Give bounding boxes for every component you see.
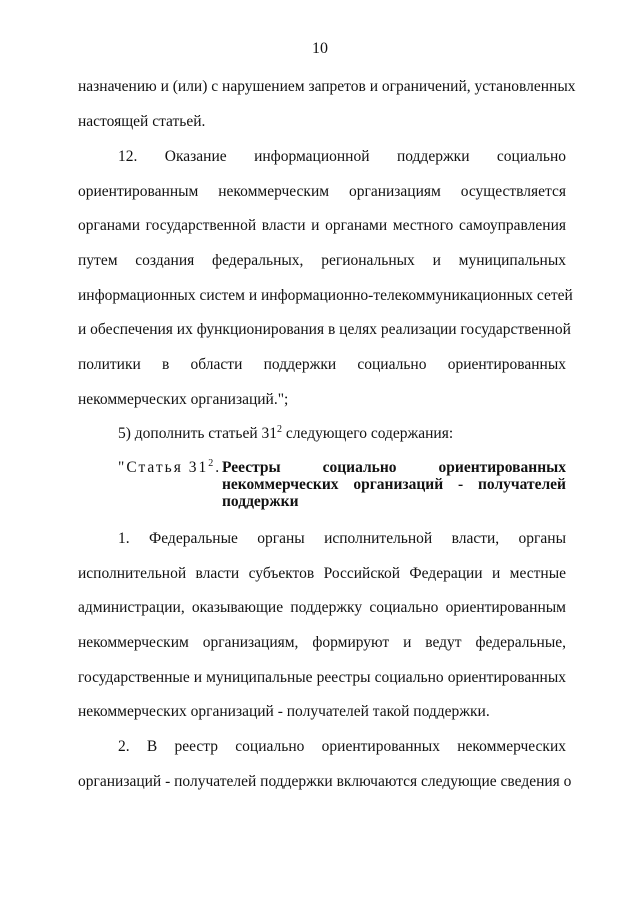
text-line: государственные и муниципальные реестры социально ориентированных — [78, 669, 566, 686]
superscript: 2 — [277, 423, 283, 435]
text-line: 2. В реестр социально ориентированных некоммерческих — [118, 738, 566, 755]
text-line: политики в области поддержки социально ориентированных — [78, 356, 566, 373]
text-line: организаций - получателей поддержки включаются следующие сведения о — [78, 773, 572, 790]
amendment-text: 5) дополнить статьей 31 — [118, 425, 278, 442]
text-line: органами государственной власти и органами местного самоуправления — [78, 217, 566, 234]
superscript: 2 — [208, 457, 216, 469]
text-line: некоммерческим организациям, формируют и ведут федеральные, — [78, 634, 566, 651]
article-title-line: поддержки — [222, 493, 299, 510]
article-label — [118, 458, 221, 478]
page-number: 10 — [312, 40, 328, 57]
text-line: некоммерческих организаций."; — [78, 391, 289, 408]
text-line: путем создания федеральных, региональных и муниципальных — [78, 252, 566, 269]
text-line: информационных систем и информационно-телекоммуникационных сетей — [78, 287, 573, 304]
text-line: администрации, оказывающие поддержку социально ориентированным — [78, 599, 566, 616]
text-line: исполнительной власти субъектов Российской Федерации и местные — [78, 565, 566, 582]
text-line: ориентированным некоммерческим организациям осуществляется — [78, 183, 566, 200]
text-line: некоммерческих организаций - получателей такой поддержки. — [78, 703, 490, 720]
text-line: и обеспечения их функционирования в целях реализации государственной — [78, 321, 571, 338]
article-title-line: некоммерческих организаций - получателей — [222, 476, 566, 493]
text-line: назначению и (или) с нарушением запретов и ограничений, установленных — [78, 78, 576, 95]
article-title-line: Реестры социально ориентированных — [222, 459, 566, 476]
article-label-text: "Статья 31 — [118, 459, 209, 476]
text-line: 12. Оказание информационной поддержки социально — [118, 148, 566, 165]
text-line: настоящей статьей. — [78, 113, 206, 130]
amendment-text: следующего содержания: — [282, 425, 454, 442]
text-line: 1. Федеральные органы исполнительной власти, органы — [118, 530, 566, 547]
article-label-text: . — [215, 459, 222, 476]
amendment-line — [118, 424, 566, 444]
